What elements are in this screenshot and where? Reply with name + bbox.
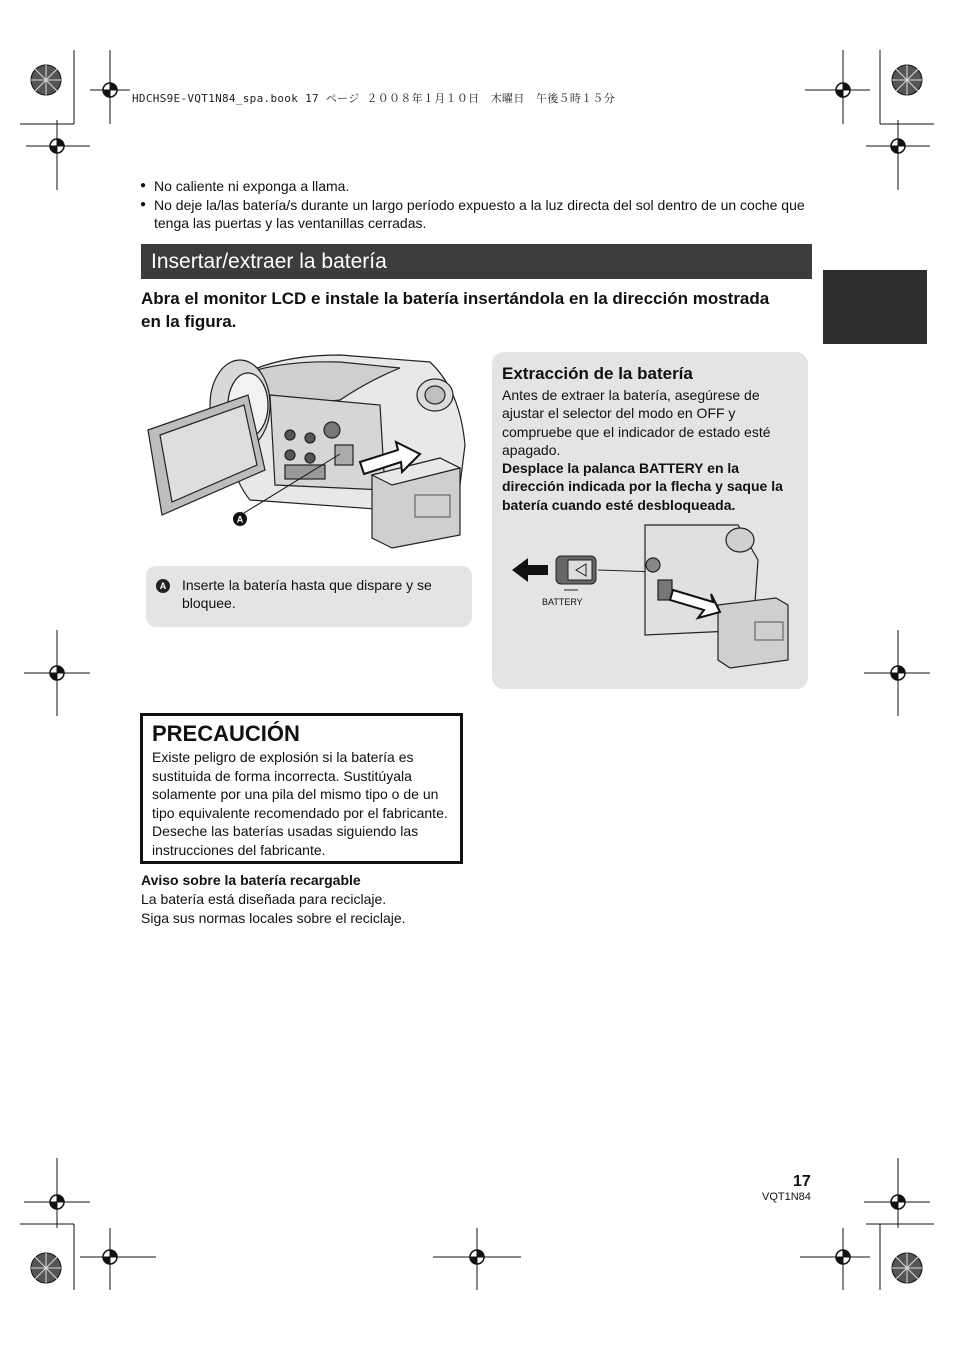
section-side-tab <box>823 270 927 344</box>
document-code: VQT1N84 <box>762 1191 811 1203</box>
extraction-title: Extracción de la batería <box>502 364 693 383</box>
page-number: 17 <box>793 1173 811 1190</box>
insert-note-box <box>146 566 472 627</box>
caution-box <box>140 713 463 864</box>
caution-title: PRECAUCIÓN <box>152 721 300 746</box>
recycle-notice-title: Aviso sobre la batería recargable <box>141 872 361 888</box>
extraction-bold-text: Desplace la palanca BATTERY en la dirección indicada por la flecha y saque la batería cuando esté desbloqueada. <box>502 460 783 513</box>
note-letter-marker: A <box>156 579 170 593</box>
section-title-bar: Insertar/extraer la batería <box>141 244 812 279</box>
insert-note-text: Inserte la batería hasta que dispare y se bloquee. <box>182 577 432 611</box>
recycle-line-1: La batería está diseñada para reciclaje. <box>141 891 387 907</box>
bullet-item: ● No caliente ni exponga a llama. <box>140 177 820 196</box>
battery-removal-illustration <box>508 520 793 675</box>
camcorder-insert-illustration <box>140 350 480 555</box>
warning-bullet-list <box>140 177 820 233</box>
callout-a-label: A <box>236 514 244 525</box>
book-file-header: HDCHS9E-VQT1N84_spa.book 17 ページ ２００８年１月１０日 木曜日 午後５時１５分 <box>132 92 616 105</box>
extraction-instructions <box>502 386 800 514</box>
recycle-notice-body <box>141 890 406 927</box>
extraction-body-text: Antes de extraer la batería, asegúrese de ajustar el selector del modo en OFF y compruebe que el indicador de estado esté apagado. <box>502 387 771 458</box>
bullet-item: ● No deje la/las batería/s durante un largo período expuesto a la luz directa del sol dentro de un coche que tenga las puertas y las ventanillas cerradas. <box>140 196 820 233</box>
lead-instruction: Abra el monitor LCD e instale la batería insertándola en la dirección mostrada en la figura. <box>141 289 770 331</box>
battery-lever-label: BATTERY <box>542 597 583 607</box>
recycle-line-2: Siga sus normas locales sobre el reciclaje. <box>141 909 406 926</box>
caution-text: Existe peligro de explosión si la batería es sustituida de forma incorrecta. Sustitúyala solamente por una pila del mismo tipo o de un tipo equivalente recomendado por el fabricante. Deseche las baterías usadas siguiendo las instrucciones del fabricante. <box>152 749 448 858</box>
